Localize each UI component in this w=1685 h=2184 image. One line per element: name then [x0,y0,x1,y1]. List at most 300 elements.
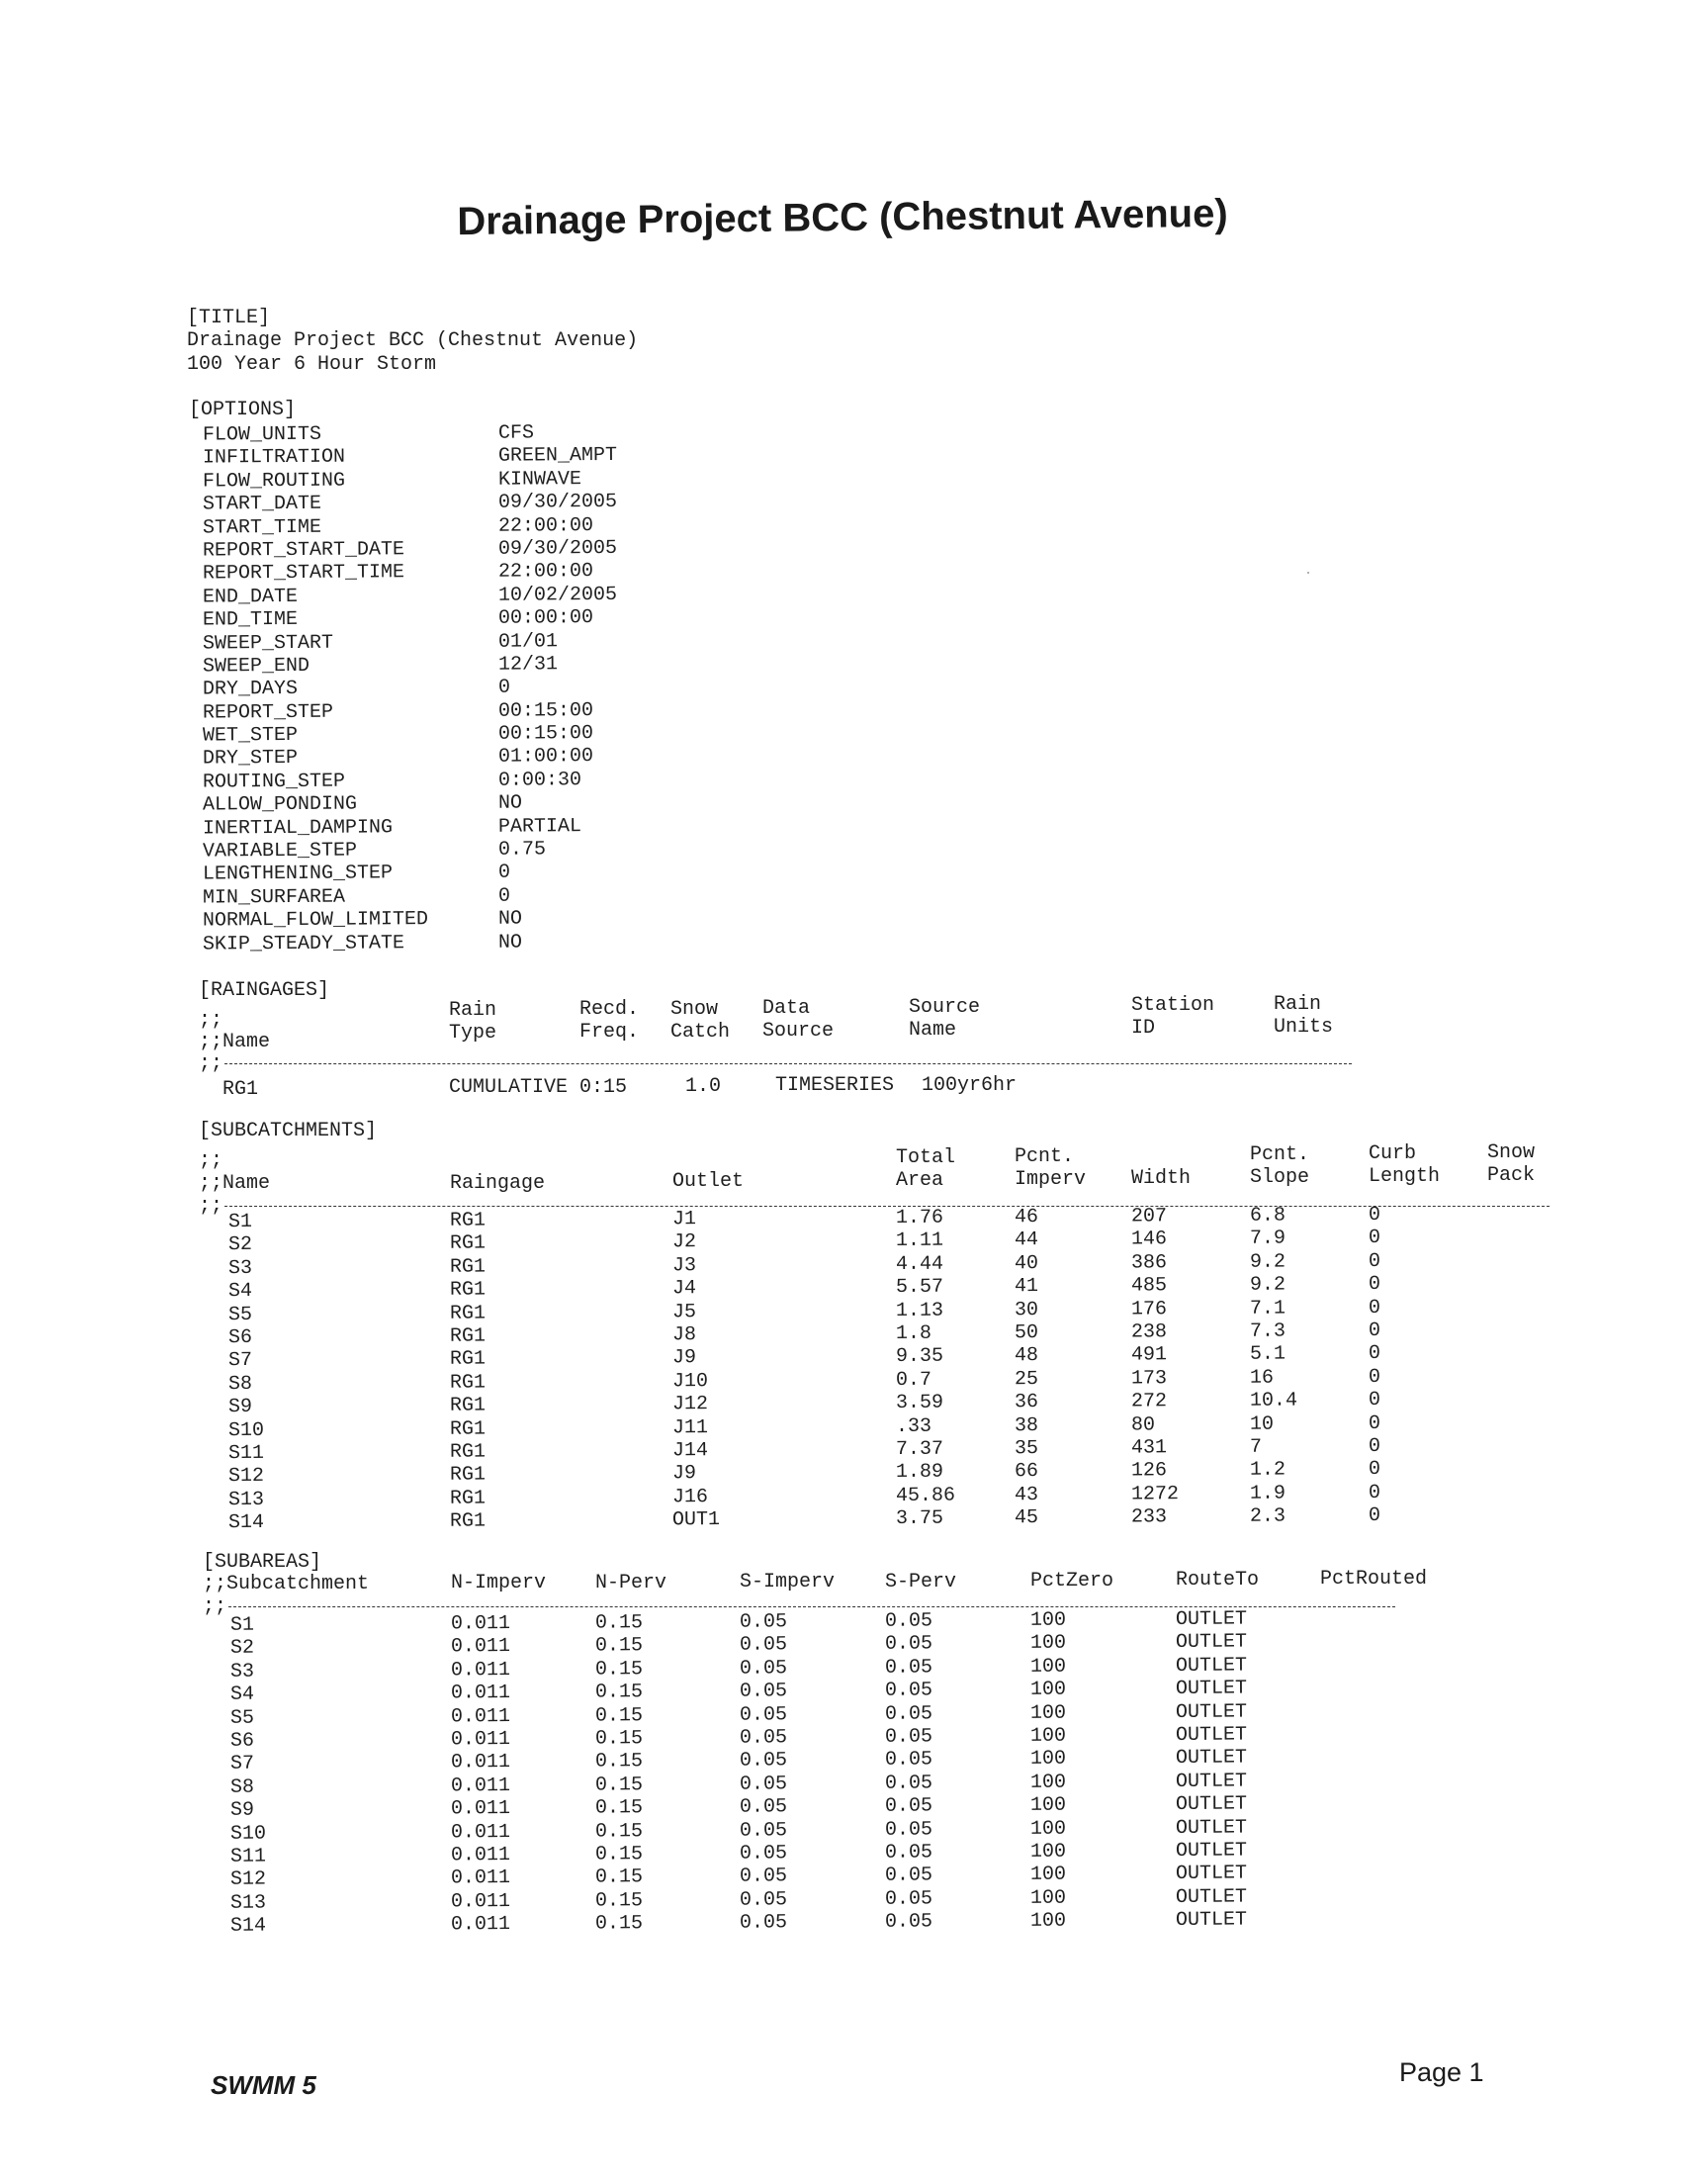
subarea-pct-zero: 100 [1029,1678,1067,1702]
subcatchment-area: 1.76 [895,1206,944,1229]
subcatchment-outlet: J14 [671,1439,709,1463]
subarea-pct-zero: 100 [1029,1863,1067,1887]
subcatchment-curb-length: 0 [1368,1296,1381,1320]
option-row [203,814,697,840]
option-row [203,768,697,793]
col-s-imperv: S-Imperv [740,1571,836,1593]
section-header-subcatchments: [SUBCATCHMENTS] [199,1120,378,1142]
col-pct-routed: PctRouted [1320,1568,1428,1591]
subarea-s-imperv: 0.05 [739,1610,788,1634]
col-n-imperv: N-Imperv [451,1572,547,1594]
subcatchment-curb-length: 0 [1368,1504,1381,1528]
subcatchment-name: S3 [227,1256,253,1280]
subcatchment-slope: 10.4 [1249,1389,1298,1412]
raingage-data-source: TIMESERIES [775,1074,895,1097]
subarea-route-to: OUTLET [1175,1816,1248,1840]
subcatchment-imperv: 48 [1014,1344,1039,1368]
subcatchment-width: 386 [1130,1251,1168,1275]
subcatchment-imperv: 46 [1014,1206,1039,1229]
option-key: INERTIAL_DAMPING [202,815,394,841]
option-row [203,652,697,678]
subarea-n-imperv: 0.011 [450,1751,511,1774]
option-key: WET_STEP [202,724,299,748]
option-value: 01/01 [497,629,559,654]
subcatchment-slope: 1.2 [1249,1458,1286,1483]
option-key: VARIABLE_STEP [202,839,358,864]
subcatchment-name: S7 [227,1349,253,1373]
subcatchment-outlet: OUT1 [671,1508,721,1532]
subarea-s-perv: 0.05 [884,1817,933,1842]
subarea-name: S2 [229,1637,255,1661]
subcatchment-width: 146 [1130,1228,1168,1251]
subcatchment-slope: 7.3 [1249,1320,1286,1343]
subarea-s-imperv: 0.05 [739,1657,788,1681]
subcatchment-name: S6 [227,1325,253,1350]
subarea-name: S1 [229,1613,255,1637]
subcatchment-width: 431 [1130,1436,1168,1460]
subarea-n-imperv: 0.011 [450,1728,511,1752]
subcatchment-curb-length: 0 [1368,1342,1381,1366]
subarea-s-imperv: 0.05 [739,1702,788,1727]
subcatchment-outlet: J9 [671,1346,697,1370]
subarea-n-perv: 0.15 [594,1750,644,1774]
subarea-name: S5 [229,1706,255,1730]
subarea-name: S11 [229,1845,267,1868]
subcatchment-slope: 5.1 [1249,1342,1286,1367]
subcatchment-imperv: 35 [1014,1436,1039,1461]
raingages-separator-label: ;; [199,1052,223,1075]
subarea-n-imperv: 0.011 [450,1843,511,1867]
option-row [203,513,697,539]
option-value: 0:00:30 [497,769,582,792]
option-value: 10/02/2005 [497,583,618,607]
subarea-pct-zero: 100 [1029,1909,1067,1933]
col-rain-units-2: Units [1274,1016,1334,1039]
option-key: DRY_DAYS [202,678,299,701]
col-imperv-2: Imperv [1015,1168,1087,1191]
subarea-route-to: OUTLET [1175,1654,1248,1678]
col-recd-freq-2: Freq. [579,1021,640,1044]
option-value: 22:00:00 [497,560,594,585]
option-key: REPORT_START_DATE [202,538,405,563]
subarea-n-perv: 0.15 [594,1773,644,1797]
col-imperv-1: Pcnt. [1015,1145,1075,1168]
subarea-route-to: OUTLET [1175,1723,1248,1747]
subarea-n-imperv: 0.011 [450,1866,511,1890]
subareas-section [203,1551,1488,1966]
subcatchment-outlet: J11 [671,1415,709,1439]
col-recd-freq-1: Recd. [579,998,640,1021]
title-line-1: Drainage Project BCC (Chestnut Avenue) [187,329,639,353]
subcatchment-outlet: J16 [671,1485,709,1509]
subarea-route-to: OUTLET [1175,1630,1248,1655]
col-rain-units-1: Rain [1274,993,1322,1016]
subarea-n-imperv: 0.011 [450,1797,511,1821]
subarea-n-perv: 0.15 [594,1658,644,1682]
subarea-s-perv: 0.05 [884,1864,933,1888]
subarea-s-perv: 0.05 [884,1910,933,1934]
option-row [203,491,697,516]
subcatchment-slope: 9.2 [1249,1250,1286,1274]
option-value: CFS [497,421,535,445]
subcatchment-width: 1272 [1130,1482,1180,1506]
subcatchment-width: 238 [1130,1320,1168,1344]
raingages-section [199,979,1385,1101]
subcatchment-area: 4.44 [895,1252,944,1276]
subarea-s-imperv: 0.05 [739,1865,788,1888]
subcatchment-width: 126 [1130,1459,1168,1483]
subarea-name: S10 [229,1822,267,1846]
subcatchment-curb-length: 0 [1368,1273,1381,1297]
subcatchment-curb-length: 0 [1368,1411,1381,1435]
col-width: Width [1131,1167,1192,1190]
option-row [203,930,697,956]
subcatchment-area: 9.35 [895,1345,944,1369]
subcatchment-area: 7.37 [895,1437,944,1461]
col-area-1: Total [896,1146,956,1169]
subarea-s-perv: 0.05 [884,1772,933,1795]
subcatchment-outlet: J12 [671,1393,709,1416]
options-list [203,422,697,955]
subarea-s-imperv: 0.05 [739,1795,788,1819]
col-data-source-2: Source [762,1020,835,1043]
subarea-pct-zero: 100 [1029,1840,1067,1864]
subarea-n-imperv: 0.011 [450,1889,511,1914]
subcatchment-area: 1.11 [895,1229,944,1253]
subcatchment-outlet: J1 [671,1208,697,1231]
footer-software-name: SWMM 5 [211,2070,316,2100]
subcatchment-imperv: 45 [1014,1506,1039,1530]
option-row [203,791,697,817]
col-curb-2: Length [1369,1165,1441,1188]
subarea-pct-zero: 100 [1029,1817,1067,1841]
subarea-route-to: OUTLET [1175,1700,1248,1724]
subarea-name: S13 [229,1891,267,1915]
option-key: SWEEP_START [202,631,334,656]
subcatchment-raingage: RG1 [449,1209,487,1232]
subcatchment-name: S1 [227,1210,253,1234]
option-value: 22:00:00 [497,513,594,538]
option-key: SWEEP_END [202,654,310,679]
option-key: REPORT_START_TIME [202,561,405,586]
option-value: 0 [497,862,511,885]
subcatchment-raingage: RG1 [449,1371,487,1395]
subarea-n-imperv: 0.011 [450,1612,511,1636]
option-value: NO [497,791,523,815]
subcatchment-outlet: J10 [671,1369,709,1394]
subcatchment-raingage: RG1 [449,1347,487,1372]
subarea-s-imperv: 0.05 [739,1726,788,1750]
option-row [203,629,697,655]
subarea-s-imperv: 0.05 [739,1749,788,1773]
option-row [203,861,697,886]
subarea-n-imperv: 0.011 [450,1704,511,1728]
option-value: GREEN_AMPT [497,444,618,469]
subarea-route-to: OUTLET [1175,1746,1248,1771]
subcatchment-raingage: RG1 [449,1463,487,1488]
subarea-pct-zero: 100 [1029,1655,1067,1679]
option-value: 12/31 [497,653,559,677]
option-row [203,676,697,701]
subarea-n-perv: 0.15 [594,1703,644,1728]
subarea-n-imperv: 0.011 [450,1658,511,1683]
subarea-name: S8 [229,1775,255,1799]
subcatchment-name: S5 [227,1303,253,1326]
subcatchment-area: 45.86 [895,1484,956,1507]
subarea-n-perv: 0.15 [594,1727,644,1751]
subcatchment-raingage: RG1 [449,1509,487,1533]
subcatchment-raingage: RG1 [449,1302,487,1325]
option-key: FLOW_ROUTING [202,469,346,494]
subarea-name: S14 [229,1914,267,1938]
option-row [203,883,697,909]
option-value: NO [497,907,523,931]
option-value: 0 [497,676,511,699]
col-rain-type-2: Type [449,1022,497,1045]
subarea-s-perv: 0.05 [884,1725,933,1749]
subcatchment-name: S13 [227,1488,265,1511]
subarea-s-imperv: 0.05 [739,1911,788,1935]
subcatchment-name: S14 [227,1510,265,1535]
subarea-s-imperv: 0.05 [739,1842,788,1866]
subcatchment-raingage: RG1 [449,1231,487,1256]
col-s-perv: S-Perv [885,1571,957,1593]
subcatchment-width: 485 [1130,1274,1168,1298]
raingage-type-freq: CUMULATIVE 0:15 [449,1076,628,1099]
option-key: DRY_STEP [202,747,299,771]
subarea-route-to: OUTLET [1175,1839,1248,1863]
subcatchment-name: S8 [227,1372,253,1396]
subarea-s-imperv: 0.05 [739,1888,788,1912]
subcatchments-separator-label: ;; [199,1195,223,1218]
option-key: SKIP_STEADY_STATE [202,931,405,956]
option-key: START_TIME [202,515,322,540]
subcatchment-area: 1.13 [895,1299,944,1322]
option-key: FLOW_UNITS [202,422,322,447]
subcatchment-raingage: RG1 [449,1440,487,1464]
option-key: INFILTRATION [202,446,346,470]
option-value: 0.75 [497,838,547,862]
subcatchment-area: 1.89 [895,1460,944,1485]
subarea-s-perv: 0.05 [884,1841,933,1865]
subcatchment-imperv: 43 [1014,1483,1039,1506]
subcatchment-raingage: RG1 [449,1255,487,1279]
section-header-raingages: [RAINGAGES] [199,979,330,1002]
subcatchment-curb-length: 0 [1368,1434,1381,1458]
subcatchment-name: S11 [227,1441,265,1465]
subarea-pct-zero: 100 [1029,1886,1067,1910]
option-row [203,698,697,724]
subarea-n-perv: 0.15 [594,1912,644,1936]
option-value: 09/30/2005 [497,491,618,514]
col-source-name-1: Source [909,996,981,1019]
col-source-name-2: Name [909,1019,957,1042]
raingage-snow-catch: 1.0 [685,1075,722,1098]
option-value: 00:00:00 [497,606,594,630]
subarea-pct-zero: 100 [1029,1632,1067,1656]
col-area-2: Area [896,1169,944,1192]
subcatchments-section [199,1120,1583,1545]
subcatchment-slope: 7 [1249,1435,1263,1459]
col-curb-1: Curb [1369,1142,1417,1165]
subcatchment-imperv: 41 [1014,1275,1039,1299]
subarea-name: S4 [229,1683,255,1706]
subcatchment-width: 207 [1130,1205,1168,1228]
option-value: NO [497,931,523,955]
subcatchment-imperv: 50 [1014,1321,1039,1345]
subarea-pct-zero: 100 [1029,1793,1067,1817]
subarea-n-perv: 0.15 [594,1681,644,1704]
subcatchment-curb-length: 0 [1368,1389,1381,1412]
option-key: END_DATE [202,585,299,609]
subarea-n-imperv: 0.011 [450,1913,511,1937]
subcatchment-width: 80 [1130,1412,1156,1437]
raingages-name-header: ;;Name [199,1031,271,1053]
option-row [203,560,697,586]
subarea-n-imperv: 0.011 [450,1682,511,1705]
scan-speck [1307,572,1309,574]
subcatchment-outlet: J5 [671,1300,697,1323]
subcatchment-outlet: J2 [671,1230,697,1254]
subarea-route-to: OUTLET [1175,1607,1248,1631]
subarea-route-to: OUTLET [1175,1792,1248,1817]
subarea-s-imperv: 0.05 [739,1818,788,1843]
subcatchment-curb-length: 0 [1368,1481,1381,1504]
subcatchments-comment-marker: ;; [199,1149,223,1172]
subcatchments-rows [199,1203,1583,1535]
subarea-s-perv: 0.05 [884,1632,933,1657]
subcatchment-width: 233 [1130,1505,1168,1529]
subarea-n-imperv: 0.011 [450,1820,511,1844]
option-key: REPORT_STEP [202,700,334,725]
col-rain-type-1: Rain [449,999,497,1022]
subcatchment-slope: 9.2 [1249,1273,1286,1297]
subarea-name: S3 [229,1660,255,1684]
option-row [203,745,697,771]
subarea-n-perv: 0.15 [594,1819,644,1844]
subcatchment-area: 0.7 [895,1368,932,1392]
subcatchment-imperv: 36 [1014,1391,1039,1414]
section-header-title: [TITLE] [187,307,271,329]
col-data-source-1: Data [762,997,811,1020]
col-route-to: RouteTo [1176,1569,1260,1592]
subarea-n-perv: 0.15 [594,1634,644,1658]
subarea-s-perv: 0.05 [884,1609,933,1633]
subarea-route-to: OUTLET [1175,1885,1248,1909]
subarea-n-perv: 0.15 [594,1796,644,1820]
option-key: END_TIME [202,608,299,632]
col-slope-1: Pcnt. [1250,1143,1310,1166]
raingage-source-name: 100yr6hr [922,1074,1018,1097]
subcatchment-curb-length: 0 [1368,1319,1381,1343]
col-station-id-1: Station [1131,994,1215,1017]
subarea-pct-zero: 100 [1029,1724,1067,1748]
subcatchment-width: 176 [1130,1297,1168,1321]
subarea-n-perv: 0.15 [594,1888,644,1913]
option-row [203,444,697,470]
title-line-2: 100 Year 6 Hour Storm [187,352,437,376]
subarea-s-perv: 0.05 [884,1887,933,1911]
col-subcatchment: ;;Subcatchment [203,1573,370,1595]
subcatchment-width: 491 [1130,1343,1168,1367]
subcatchment-slope: 6.8 [1249,1204,1286,1228]
subcatchment-area: .33 [895,1414,932,1438]
subcatchment-outlet: J4 [671,1277,697,1301]
subcatchment-imperv: 40 [1014,1251,1039,1276]
subarea-s-perv: 0.05 [884,1794,933,1818]
option-value: 09/30/2005 [497,536,618,561]
subarea-name: S9 [229,1798,255,1822]
option-row [203,467,697,493]
option-value: 00:15:00 [497,698,594,723]
subcatchment-area: 1.8 [895,1321,932,1345]
col-snow-2: Pack [1487,1164,1536,1187]
subarea-name: S7 [229,1752,255,1776]
subcatchment-curb-length: 0 [1368,1203,1381,1228]
subcatchment-imperv: 66 [1014,1460,1039,1484]
option-row [203,907,697,933]
option-key: START_DATE [202,492,322,516]
subarea-s-perv: 0.05 [884,1679,933,1702]
subcatchment-imperv: 38 [1014,1413,1039,1437]
subareas-rows [203,1607,1488,1938]
col-snow-catch-1: Snow [670,998,719,1021]
option-key: MIN_SURFAREA [202,885,346,910]
subarea-s-imperv: 0.05 [739,1773,788,1796]
subarea-n-perv: 0.15 [594,1843,644,1866]
subarea-route-to: OUTLET [1175,1770,1248,1793]
subarea-pct-zero: 100 [1029,1608,1067,1632]
subcatchment-name: S4 [227,1280,253,1304]
subarea-pct-zero: 100 [1029,1747,1067,1772]
subarea-n-imperv: 0.011 [450,1774,511,1798]
raingages-separator [224,1063,1352,1064]
option-value: 00:15:00 [497,722,594,746]
subcatchment-raingage: RG1 [449,1324,487,1348]
subarea-route-to: OUTLET [1175,1908,1248,1933]
subcatchment-name: S2 [227,1233,253,1257]
option-value: KINWAVE [497,467,582,492]
subarea-n-perv: 0.15 [594,1611,644,1635]
subareas-separator-label: ;; [203,1595,227,1618]
subcatchment-slope: 7.9 [1249,1227,1286,1251]
option-value: PARTIAL [497,814,582,839]
subcatchment-slope: 1.9 [1249,1482,1286,1505]
subcatchment-curb-length: 0 [1368,1249,1381,1273]
subcatchment-area: 5.57 [895,1275,944,1300]
col-outlet: Outlet [672,1170,745,1193]
subcatchment-name: S12 [227,1465,265,1489]
subarea-name: S12 [229,1867,267,1892]
subarea-s-perv: 0.05 [884,1702,933,1726]
col-n-perv: N-Perv [595,1572,667,1594]
option-key: ROUTING_STEP [202,770,346,794]
subcatchment-outlet: J3 [671,1253,697,1278]
subcatchment-slope: 2.3 [1249,1504,1286,1528]
section-header-subareas: [SUBAREAS] [203,1551,322,1574]
subcatchment-imperv: 44 [1014,1228,1039,1252]
subcatchment-curb-length: 0 [1368,1458,1381,1482]
subcatchment-curb-length: 0 [1368,1365,1381,1389]
footer-page-number: Page 1 [1399,2057,1484,2087]
subcatchments-name-header: ;;Name [199,1172,271,1195]
title-section [187,307,638,376]
subcatchment-slope: 16 [1249,1366,1275,1390]
subcatchment-width: 272 [1130,1390,1168,1413]
subcatchment-area: 3.75 [895,1506,944,1531]
option-value: 0 [497,884,511,908]
subcatchment-raingage: RG1 [449,1278,487,1302]
